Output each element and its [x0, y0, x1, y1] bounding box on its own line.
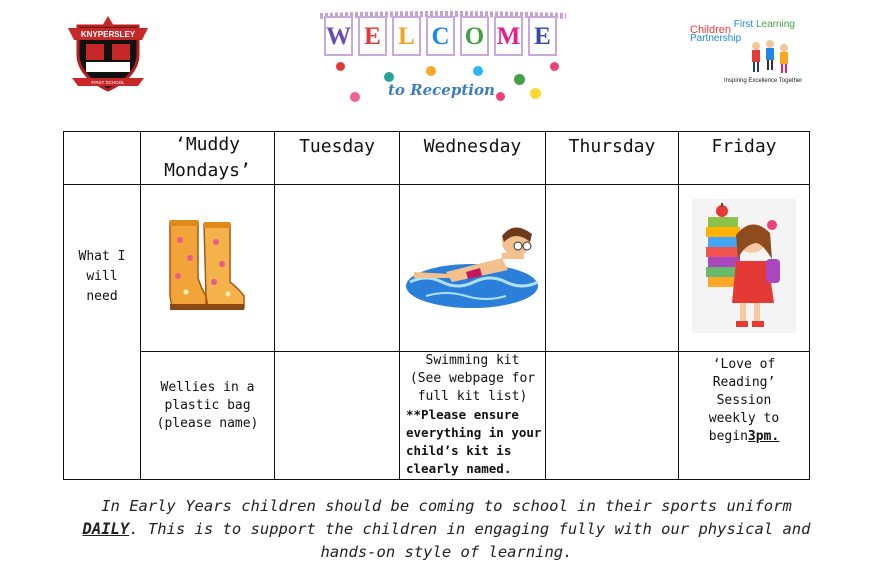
friday-note-text: ‘Love of Reading’ Session weekly to begin: [708, 356, 780, 444]
monday-image-cell: [141, 185, 275, 352]
partnership-logo: [690, 18, 850, 90]
empty-corner-cell: [64, 132, 141, 185]
friday-image-cell: [679, 185, 810, 352]
welcome-flag-letter: C: [426, 16, 455, 56]
tuesday-note: [275, 352, 400, 480]
footer-text-before: In Early Years children should be coming to school in their sports uniform: [101, 497, 792, 515]
wednesday-note: [400, 352, 546, 480]
tuesday-image-cell: [275, 185, 400, 352]
monday-note: [141, 352, 275, 480]
row-label-what-i-will-need: What I will need: [64, 185, 141, 480]
welcome-flag-letter: O: [460, 16, 489, 56]
image-row: [64, 185, 810, 352]
welcome-flag-letter: L: [392, 16, 421, 56]
footer-daily-emphasis: DAILY: [82, 520, 130, 538]
partnership-word: Children: [690, 24, 731, 36]
day-header-row: [64, 132, 810, 185]
wellington-boots-icon: [158, 216, 258, 316]
wednesday-note-text: Swimming kit (See webpage for full kit list): [409, 353, 536, 404]
day-header-friday: Friday: [679, 132, 810, 185]
partnership-word: First: [733, 19, 754, 30]
day-header-tuesday: Tuesday: [275, 132, 400, 185]
weekly-timetable: [63, 131, 810, 480]
welcome-flag-letter: E: [528, 16, 557, 56]
footer-message: [70, 495, 823, 564]
notes-row: [64, 352, 810, 480]
girl-with-books-icon: [692, 199, 796, 333]
wednesday-note-warning: **Please ensure everything in your child’s kit is clearly named.: [406, 407, 542, 476]
welcome-flag-letter: E: [358, 16, 387, 56]
crest-name-text: KNYPERSLEY: [80, 30, 136, 39]
friday-note-time: 3pm.: [747, 428, 780, 444]
welcome-banner: [318, 8, 568, 108]
school-crest-logo: [68, 14, 148, 92]
partnership-word: Learning: [755, 19, 795, 30]
wednesday-image-cell: [400, 185, 546, 352]
reception-subtitle: to Reception: [388, 81, 495, 99]
day-header-wednesday: Wednesday: [400, 132, 546, 185]
day-header-monday: ‘Muddy Mondays’: [141, 132, 275, 185]
welcome-flag-letter: W: [324, 16, 353, 56]
partnership-tagline: Inspiring Excellence Together: [724, 78, 803, 84]
friday-note: [679, 352, 810, 480]
day-header-thursday: Thursday: [546, 132, 679, 185]
thursday-image-cell: [546, 185, 679, 352]
partnership-word: Partnership: [690, 33, 742, 44]
footer-text-after: . This is to support the children in engaging fully with our physical and hands-on style of learning.: [129, 520, 811, 561]
monday-note-text: Wellies in a plastic bag (please name): [156, 379, 259, 431]
swimming-boy-icon: [406, 216, 540, 316]
crest-sub-text: FIRST SCHOOL: [91, 80, 125, 85]
children-figures-icon: [748, 40, 794, 78]
thursday-note: [546, 352, 679, 480]
welcome-flag-letter: M: [494, 16, 523, 56]
